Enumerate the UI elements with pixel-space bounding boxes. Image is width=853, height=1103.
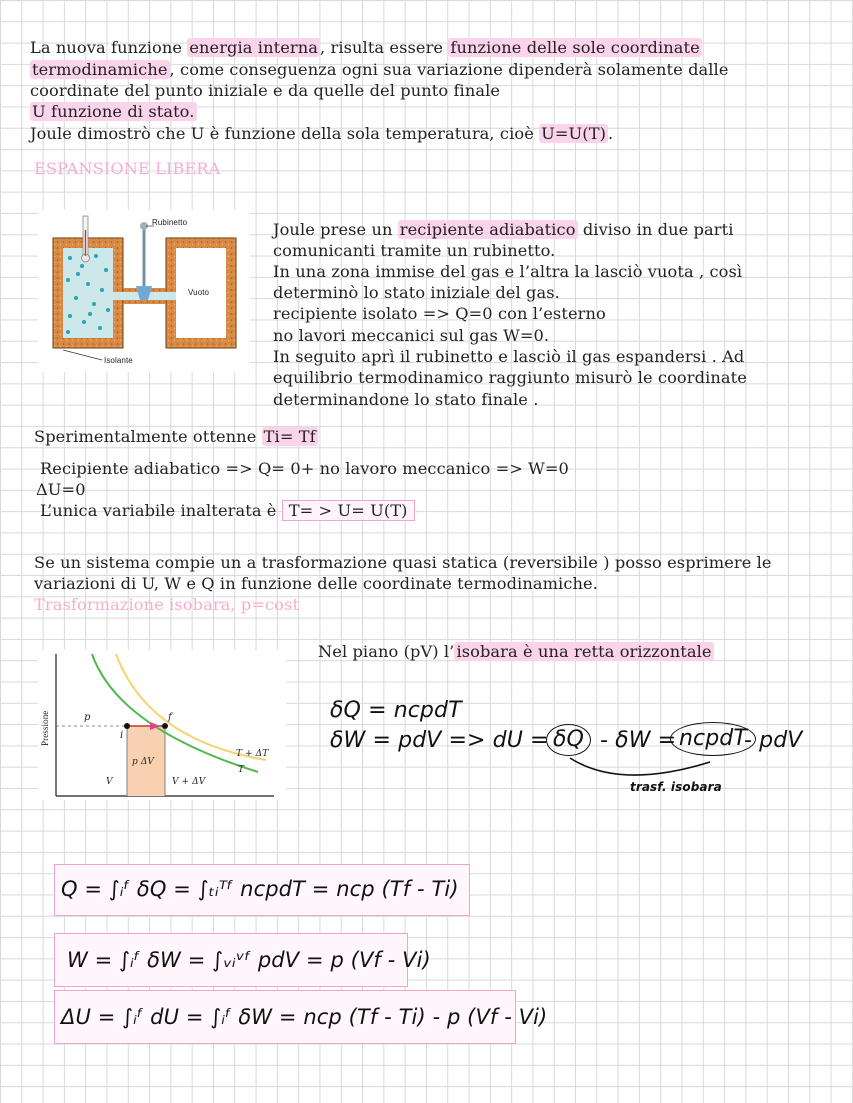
intro-line-2: termodinamiche , come conseguenza ogni sua variazione dipenderà solamente dalle: [32, 60, 729, 79]
joule-line-9: determinandone lo stato finale .: [273, 390, 539, 409]
joule-line-8: equilibrio termodinamico raggiunto misurò le coordinate: [273, 368, 747, 387]
label-vuoto: Vuoto: [188, 288, 210, 297]
handwritten-dq: δQ = ncpdT: [330, 698, 462, 723]
section-title-espansione-libera: ESPANSIONE LIBERA: [34, 159, 221, 178]
joule-apparatus-drawing: [38, 210, 250, 372]
highlight-energia-interna: energia interna: [189, 38, 318, 57]
boxed-t-implies-u: T= > U= U(T): [282, 500, 415, 521]
experiment-line-2: Recipiente adiabatico => Q= 0+ no lavoro meccanico => W=0: [40, 459, 569, 478]
quasi-static-line-2: variazioni di U, W e Q in funzione delle coordinate termodinamiche.: [34, 574, 598, 593]
label-f: f: [168, 712, 172, 723]
formula-du: ΔU = ∫ᵢᶠ dU = ∫ᵢᶠ δW = ncp (Tf - Ti) - p (Vf - Vi): [61, 1005, 548, 1029]
formula-w: W = ∫ᵢᶠ δW = ∫ᵥᵢᵛᶠ pdV = p (Vf - Vi): [67, 948, 431, 972]
formula-box-w: [54, 933, 431, 987]
formula-box-q: [54, 864, 470, 916]
joule-line-5: recipiente isolato => Q=0 con l’esterno: [273, 304, 606, 323]
quasi-static-line-1: Se un sistema compie un a trasformazione quasi statica (reversibile ) posso esprimere le: [34, 553, 772, 572]
intro-line-3: coordinate del punto iniziale e da quelle del punto finale: [30, 81, 501, 100]
label-v: V: [106, 777, 113, 787]
formula-box-du: [54, 990, 548, 1044]
intro-line-4: [30, 101, 197, 122]
handwritten-minus-dw: - δW =: [600, 728, 677, 753]
joule-line-1: Joule prese un recipiente adiabatico diviso in due parti: [273, 220, 734, 239]
label-t-plus-dt: T + ΔT: [236, 749, 269, 759]
highlight-recipiente-adiabatico: recipiente adiabatico: [399, 220, 576, 239]
joule-line-3: In una zona immise del gas e l’altra la lasciò vuota , così: [273, 262, 743, 281]
isobar-statement: Nel piano (pV) l’ isobara è una retta orizzontale: [318, 642, 712, 661]
joule-line-7: In seguito aprì il rubinetto e lasciò il gas espandersi . Ad: [273, 347, 745, 366]
label-v-plus-dv: V + ΔV: [172, 777, 206, 787]
label-p-delta-v: p ΔV: [132, 757, 155, 767]
highlight-funzione-di-stato: U funzione di stato.: [32, 102, 195, 121]
handwritten-dw-du: δW = pdV => dU =: [330, 728, 549, 753]
joule-apparatus-figure: [38, 210, 250, 372]
experiment-line-1: Sperimentalmente ottenne Ti= Tf: [34, 427, 316, 446]
handwritten-circled-dq: δQ: [546, 724, 591, 756]
experiment-line-4: L’unica variabile inalterata è T= > U= U(T): [40, 500, 415, 521]
highlight-isobara-retta: isobara è una retta orizzontale: [456, 642, 712, 661]
intro-line-1: La nuova funzione energia interna , risulta essere funzione delle sole coordinate: [30, 38, 700, 57]
intro-line-5: Joule dimostrò che U è funzione della sola temperatura, cioè U=U(T) .: [30, 124, 614, 143]
label-isolante: Isolante: [104, 356, 133, 365]
joule-line-6: no lavori meccanici sul gas W=0.: [273, 326, 550, 345]
handwritten-minus-pdv: - pdV: [744, 728, 803, 753]
highlight-termodinamiche: termodinamiche: [32, 60, 168, 79]
label-t: T: [238, 765, 245, 775]
label-p: p: [84, 712, 91, 723]
highlight-ti-tf: Ti= Tf: [263, 427, 316, 446]
axis-label-pressione: Pressione: [40, 710, 50, 746]
handwritten-circled-ncpdt: ncpdT: [670, 722, 756, 756]
highlight-funzione-coordinate: funzione delle sole coordinate: [450, 38, 700, 57]
joule-line-4: determinò lo stato iniziale del gas.: [273, 283, 560, 302]
experiment-line-3: ΔU=0: [36, 480, 86, 499]
joule-line-2: comunicanti tramite un rubinetto.: [273, 241, 556, 260]
section-title-isobara: Trasformazione isobara, p=cost: [34, 595, 300, 614]
pv-isobar-figure: [38, 650, 286, 800]
label-rubinetto: Rubinetto: [152, 218, 188, 227]
highlight-u-of-t: U=U(T): [541, 124, 607, 143]
pv-isobar-drawing: [38, 650, 286, 800]
handwritten-note-trasf-isobara: trasf. isobara: [630, 780, 722, 794]
formula-q: Q = ∫ᵢᶠ δQ = ∫ₜᵢᵀᶠ ncpdT = ncp (Tf - Ti): [61, 877, 459, 901]
label-i: i: [120, 730, 124, 741]
